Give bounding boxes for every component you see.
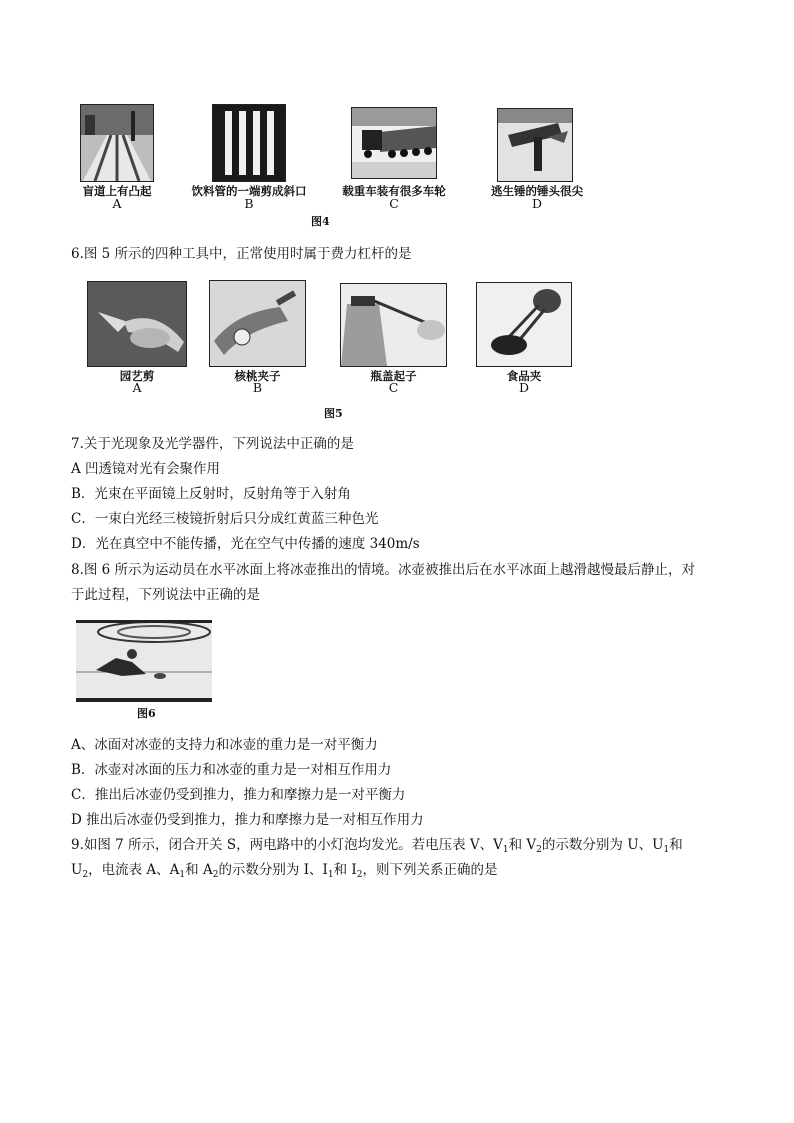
fig4-letter-c: C (389, 196, 399, 211)
q9-sub-v1: 1 (502, 845, 509, 855)
fig5-caption-d: 食品夹 (506, 369, 542, 383)
q9-sub-i2: 2 (356, 870, 363, 880)
fig5-photo-b (209, 280, 306, 367)
q8-option-b: B．冰壶对冰面的压力和冰壶的重力是一对相互作用力 (71, 762, 392, 778)
q9-line1-part-c: 的示数分别为 U、U (541, 837, 664, 853)
fig5-caption-c: 瓶盖起子 (370, 369, 417, 383)
fig4-label: 图4 (311, 215, 330, 228)
fig4-photo-b (212, 104, 286, 182)
fig5-letter-d: D (518, 380, 530, 395)
fig5-photo-d (476, 282, 572, 367)
q9-sub-a2: 2 (212, 870, 219, 880)
fig4-photo-a (80, 104, 154, 182)
q8-stem-line2: 于此过程，下列说法中正确的是 (71, 587, 260, 603)
nutcracker-image (210, 281, 305, 366)
fig4-caption-b: 饮料管的一端剪成斜口 (191, 184, 307, 198)
q9-line2-part-c: 和 A (185, 862, 213, 878)
q9-stem-line2 (71, 860, 498, 880)
fig6-label: 图6 (137, 707, 156, 720)
q9-line2-part-a: U (71, 862, 83, 878)
q7-option-a: A 凹透镜对光有会聚作用 (71, 461, 221, 477)
q9-line1-part-d: 和 (669, 837, 683, 853)
fig5-caption-b: 核桃夹子 (234, 369, 281, 383)
q8-option-c: C．推出后冰壶仍受到推力，推力和摩擦力是一对平衡力 (71, 787, 406, 803)
q8-option-d: D 推出后冰壶仍受到推力，推力和摩擦力是一对相互作用力 (71, 812, 424, 828)
q7-stem: 7.关于光现象及光学器件，下列说法中正确的是 (71, 436, 354, 452)
fig4-photo-c (351, 107, 437, 179)
q9-line2-part-d: 的示数分别为 I、I (218, 862, 328, 878)
fig4-letter-d: D (531, 196, 543, 211)
q9-sub-u1: 1 (663, 845, 670, 855)
fig5-letter-c: C (388, 380, 399, 395)
q9-line2-part-f: ，则下列关系正确的是 (362, 862, 498, 878)
curling-image (76, 620, 212, 702)
q9-line1-part-b: 和 V (508, 837, 537, 853)
q9-sub-v2: 2 (536, 845, 542, 855)
q9-stem-line1 (71, 835, 683, 855)
q9-sub-u2: 2 (82, 870, 89, 880)
q7-option-b: B．光束在平面镜上反射时，反射角等于入射角 (71, 486, 351, 502)
fig6-photo (76, 620, 212, 702)
safety-hammer-image (498, 109, 572, 181)
fig4-caption-d: 逃生锤的锤头很尖 (491, 184, 583, 198)
fig5-photo-c (340, 283, 447, 367)
tactile-paving-image (81, 105, 153, 181)
q9-line2-part-e: 和 I (333, 862, 357, 878)
fig5-letter-a: A (132, 380, 142, 395)
q8-option-a: A、冰面对冰壶的支持力和冰壶的重力是一对平衡力 (71, 737, 378, 753)
heavy-truck-image (352, 108, 436, 178)
fig4-letter-a: A (112, 196, 122, 211)
q8-stem-line1: 8.图 6 所示为运动员在水平冰面上将冰壶推出的情境。冰壶被推出后在水平冰面上越滑越慢最后静止，对 (71, 562, 696, 578)
fig5-photo-a (87, 281, 187, 367)
q6-stem: 6.图 5 所示的四种工具中，正常使用时属于费力杠杆的是 (71, 246, 412, 262)
q9-line2-part-b: ，电流表 A、A (88, 862, 180, 878)
q9-sub-a1: 1 (179, 870, 186, 880)
q7-option-c: C．一束白光经三棱镜折射后只分成红黄蓝三种色光 (71, 511, 379, 527)
fig4-letter-b: B (244, 196, 254, 211)
food-tongs-image (477, 283, 571, 366)
bottle-opener-image (341, 284, 446, 366)
q9-sub-i1: 1 (327, 870, 334, 880)
fig4-caption-a: 盲道上有凸起 (82, 184, 152, 198)
fig5-label: 图5 (324, 407, 343, 420)
fig4-photo-d (497, 108, 573, 182)
fig4-caption-c: 载重车装有很多车轮 (342, 184, 446, 198)
drinking-straws-image (213, 105, 285, 181)
garden-shears-image (88, 282, 186, 366)
q9-line1-part-a: 9.如图 7 所示，闭合开关 S，两电路中的小灯泡均发光。若电压表 V、V (71, 837, 503, 853)
fig5-letter-b: B (252, 380, 263, 395)
fig5-caption-a: 园艺剪 (119, 369, 155, 383)
q7-option-d: D．光在真空中不能传播，光在空气中传播的速度 340m/s (71, 536, 420, 552)
